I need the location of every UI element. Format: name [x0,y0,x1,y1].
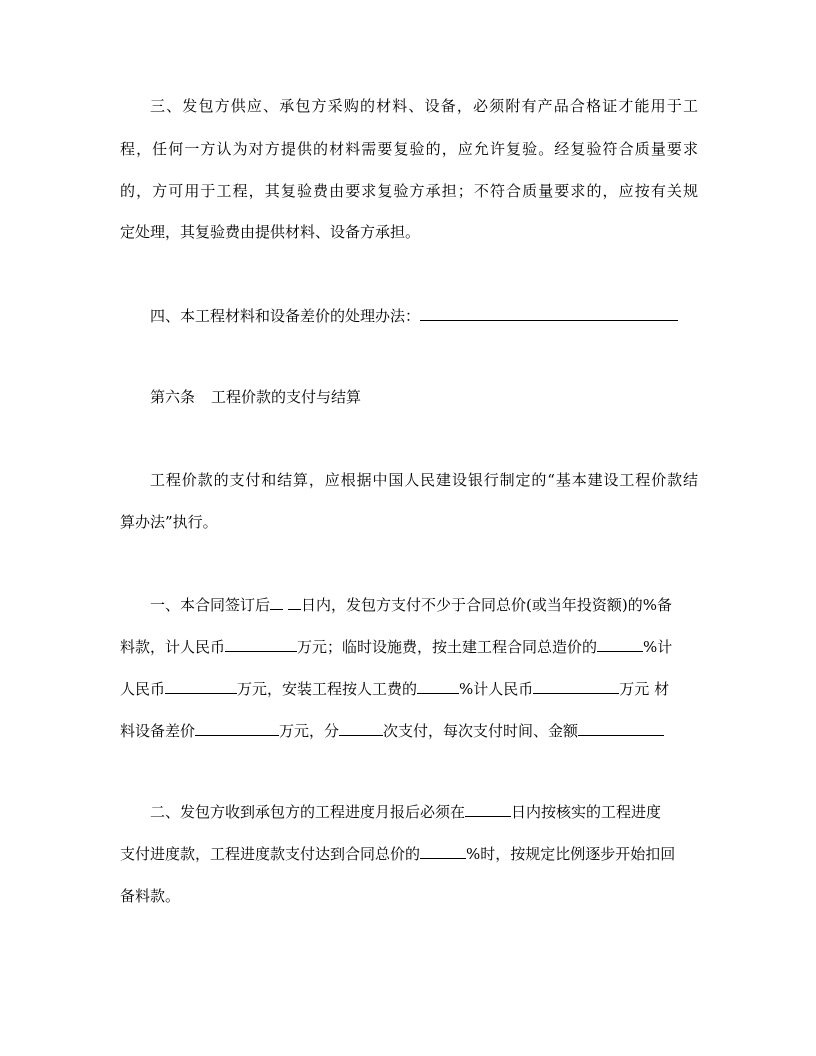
clause1-rmb-blank-1[interactable] [225,636,297,652]
clause1-amount-blank[interactable] [578,720,664,736]
clause2-days-blank[interactable] [465,801,511,817]
clause2-text-a: 二、发包方收到承包方的工程进度月报后必须在 [150,803,466,821]
article6-number: 第六条 [150,388,196,406]
clause1-text-i: 万元 材 [619,680,670,698]
clause2-line3: 备料款。 [120,887,181,905]
clause1-text-c: 料款，计人民币 [120,638,226,656]
clause2-text-d: %时，按规定比例逐步开始扣回 [466,845,676,863]
section4-blank[interactable] [420,305,678,321]
clause1-line4 [120,720,698,742]
clause1-text-j: 料设备差价 [120,722,196,740]
clause1-percent-blank-2[interactable] [417,678,459,694]
section4-line [150,305,698,327]
clause2-text-b: 日内按核实的工程进度 [511,803,662,821]
clause2-line1 [150,801,698,823]
clause1-text-e: %计 [643,638,673,656]
clause1-text-b: 日内，发包方支付不少于合同总价(或当年投资额)的%备 [301,596,672,614]
clause1-text-k: 万元，分 [279,722,340,740]
clause1-days-blank-b[interactable] [288,594,301,610]
payment-intro-line2: 算办法”执行。 [120,513,218,531]
clause1-text-a: 一、本合同签订后 [150,596,271,614]
clause2-line2 [120,843,698,865]
article6-heading [150,386,698,408]
section3-line1: 三、发包方供应、承包方采购的材料、设备，必须附有产品合格证才能用于工 [150,97,698,115]
clause1-days-blank-a[interactable] [270,594,283,610]
article6-title: 工程价款的支付与结算 [211,388,362,406]
clause1-text-f: 人民币 [120,680,166,698]
clause2-text-c: 支付进度款，工程进度款支付达到合同总价的 [120,845,421,863]
clause1-diff-blank[interactable] [195,720,279,736]
clause1-line1 [150,594,698,616]
section4-text: 四、本工程材料和设备差价的处理办法： [150,307,421,325]
clause1-text-l: 次支付，每次支付时间、金额 [383,722,579,740]
payment-intro-line1: 工程价款的支付和结算，应根据中国人民建设银行制定的“基本建设工程价款结 [150,471,698,489]
clause1-text-d: 万元；临时设施费，按土建工程合同总造价的 [297,638,598,656]
section3-line4: 定处理，其复验费由提供材料、设备方承担。 [120,223,421,241]
clause1-percent-blank-1[interactable] [597,636,643,652]
clause1-rmb-blank-3[interactable] [533,678,619,694]
clause1-line3 [120,678,698,700]
section3-line3: 的，方可用于工程，其复验费由要求复验方承担；不符合质量要求的，应按有关规 [120,182,698,200]
clause1-text-h: %计人民币 [459,680,534,698]
section3-line2: 程，任何一方认为对方提供的材料需要复验的，应允许复验。经复验符合质量要求 [120,140,698,158]
clause1-times-blank[interactable] [339,720,383,736]
clause1-line2 [120,636,698,658]
clause1-text-g: 万元，安装工程按人工费的 [237,680,418,698]
clause1-rmb-blank-2[interactable] [165,678,237,694]
clause2-percent-blank[interactable] [420,843,466,859]
